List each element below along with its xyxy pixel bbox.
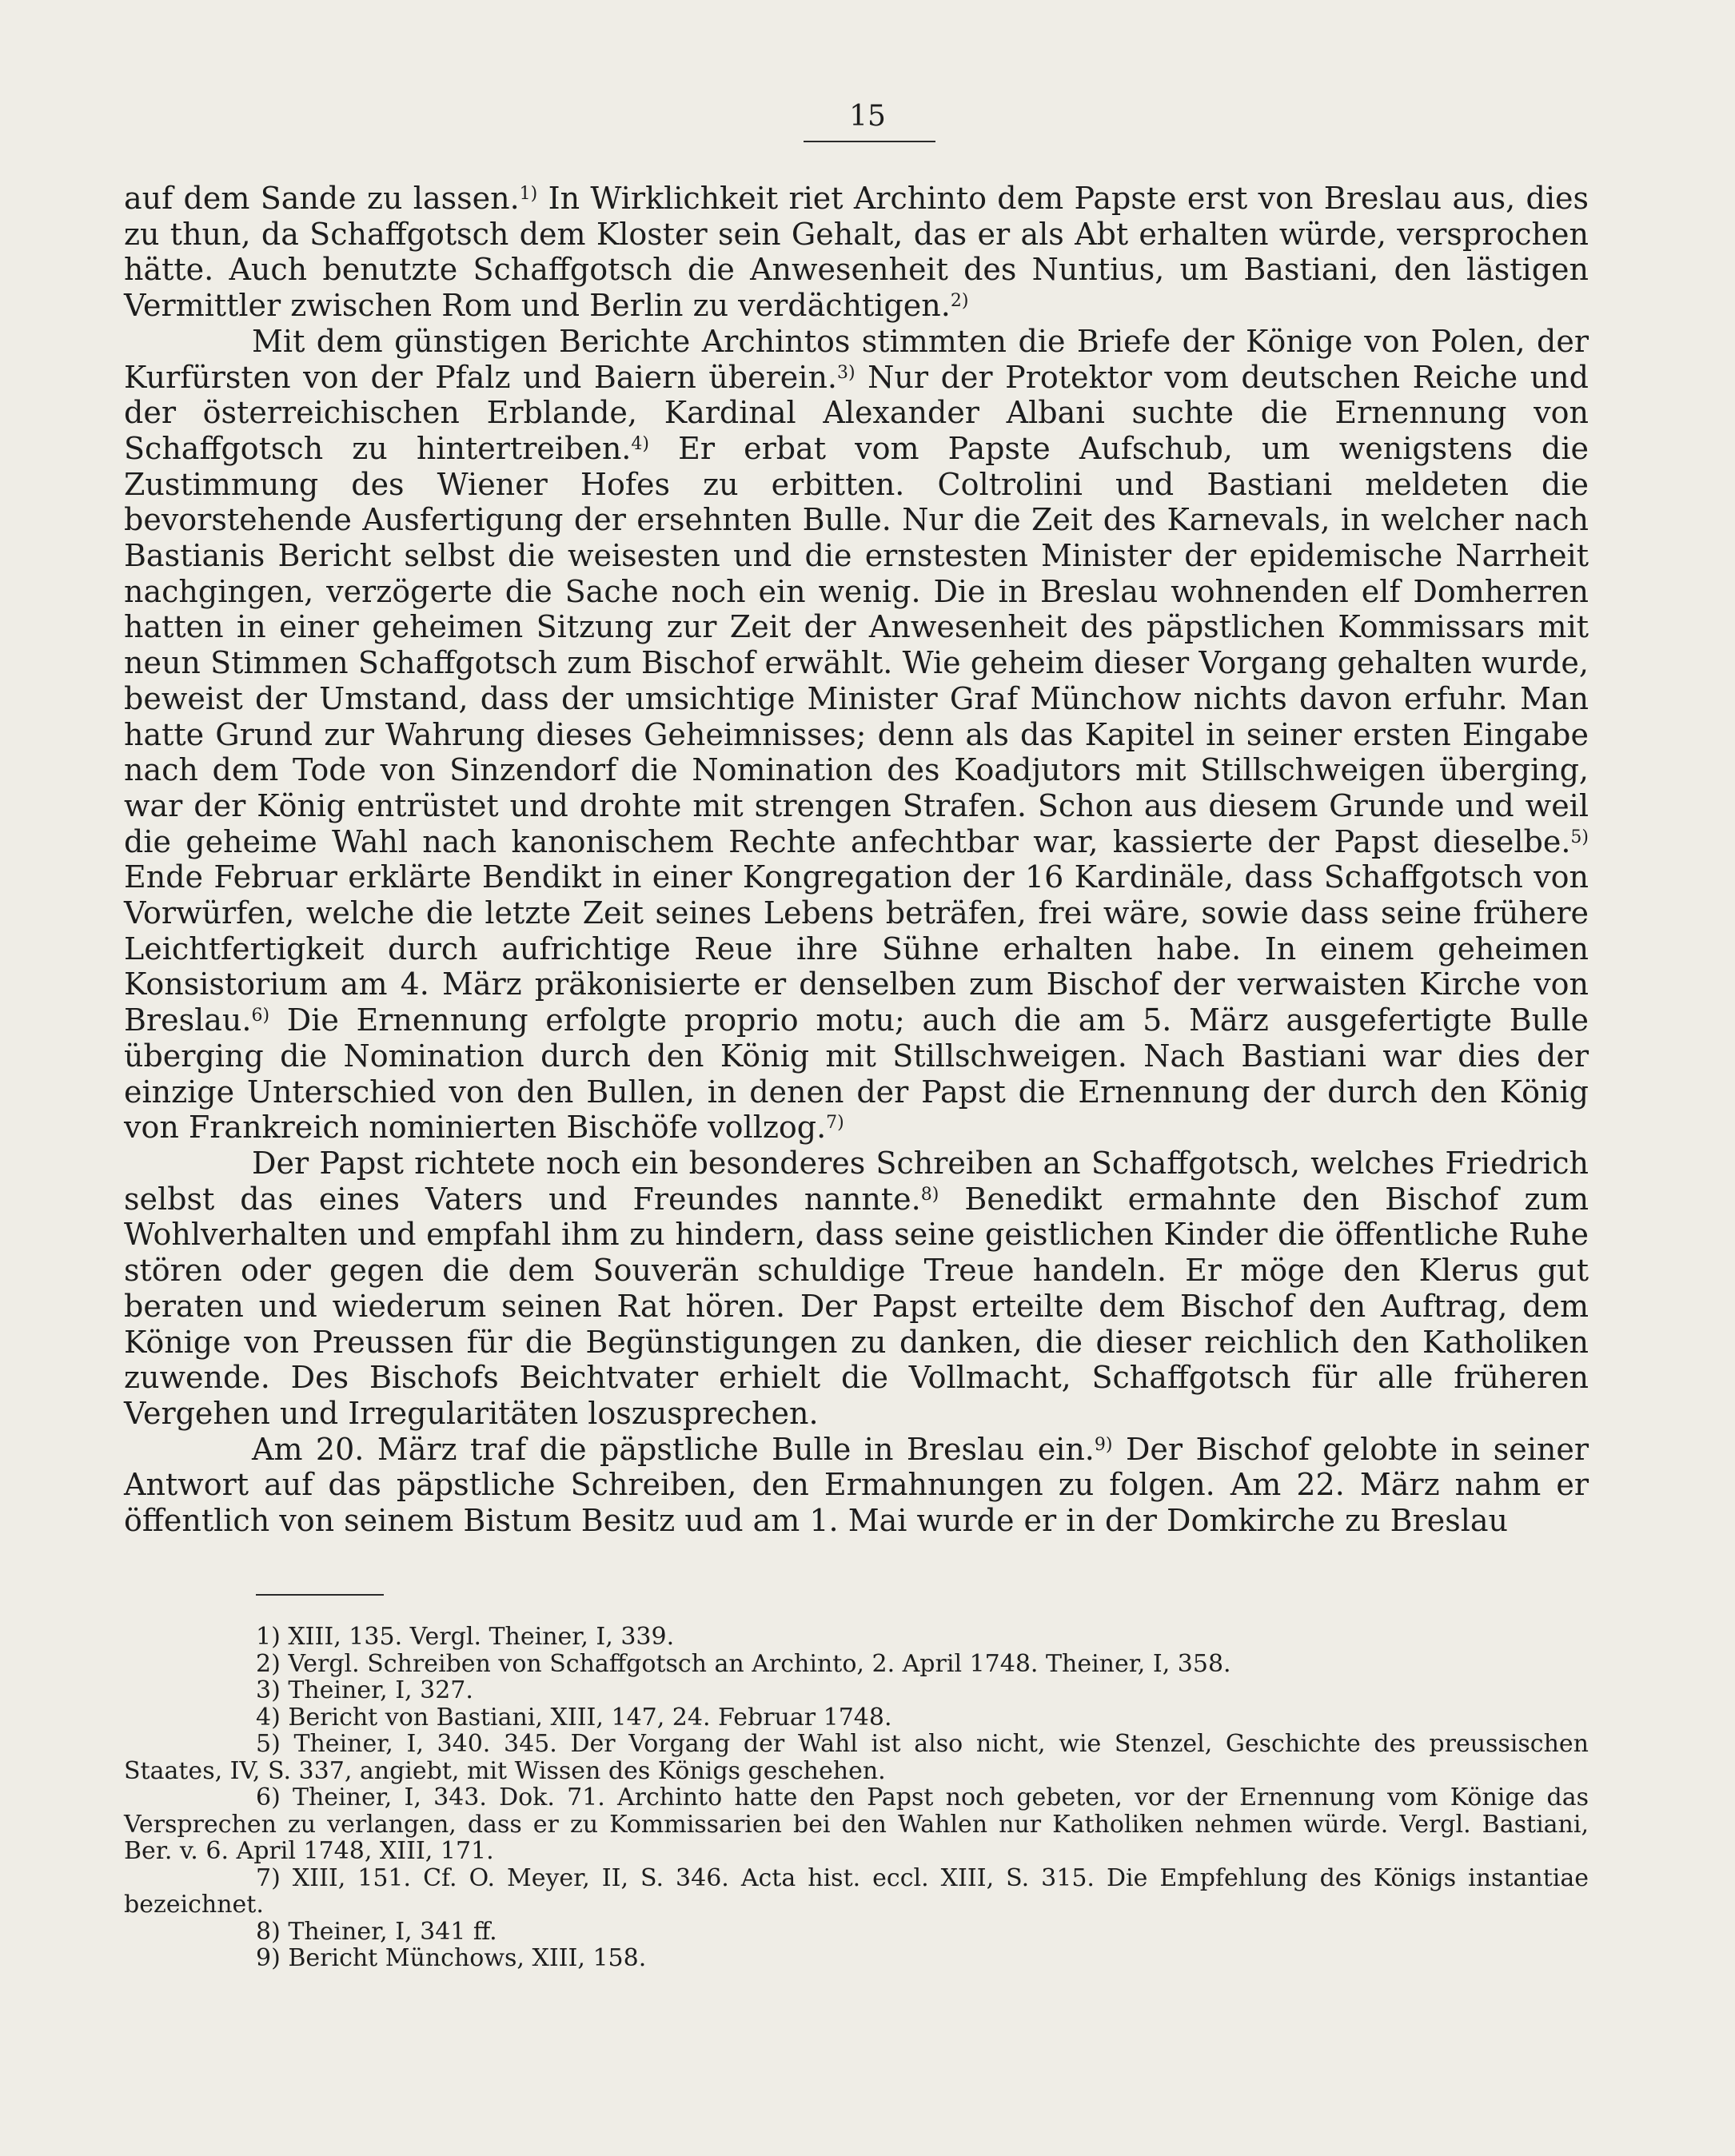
paragraph-text: Der Papst richtete noch ein besonderes Schreiben an Schaffgotsch, welches Friedrich selbst das eines Vaters und Freundes nannte. — [124, 1145, 1589, 1217]
paragraph — [124, 1146, 1589, 1432]
paragraph-text: Der Bischof gelobte in seiner Antwort auf das päpstliche Schreiben, den Ermahnungen zu folgen. Am 22. März nahm er öffentlich von seinem Bistum Besitz uud am 1. Mai wurde er in der Domkirche zu Breslau — [124, 1431, 1589, 1539]
footnote: 4) Bericht von Bastiani, XIII, 147, 24. Februar 1748. — [256, 1703, 892, 1732]
footnote: 2) Vergl. Schreiben von Schaffgotsch an Archinto, 2. April 1748. Theiner, I, 358. — [256, 1649, 1231, 1678]
page-number-rule — [804, 141, 935, 142]
footnote: 6) Theiner, I, 343. Dok. 71. Archinto hatte den Papst noch gebeten, vor der Ernennung vom Könige das Versprechen zu verlangen, dass er zu Kommissarien bei den Wahlen nur Katholiken nehmen würde. Vergl. Bastiani, Ber. v. 6. April 1748, XIII, 171. — [124, 1783, 1589, 1865]
paragraph-text: Am 20. März traf die päpstliche Bulle in Breslau ein. — [252, 1431, 1095, 1467]
paragraph — [124, 1432, 1589, 1539]
footnote: 7) XIII, 151. Cf. O. Meyer, II, S. 346. Acta hist. eccl. XIII, S. 315. Die Empfehlung des Königs instantiae bezeichnet. — [124, 1863, 1589, 1919]
footnote: 1) XIII, 135. Vergl. Theiner, I, 339. — [256, 1623, 675, 1651]
footnote-marker: 7) — [826, 1113, 844, 1134]
paragraph — [124, 181, 1589, 324]
footnote-marker: 1) — [519, 184, 538, 204]
paragraph-text: Mit dem günstigen Berichte Archintos stimmten die Briefe der Könige von Polen, der Kurfürsten von der Pfalz und Baiern überein. — [124, 323, 1589, 395]
footnote-marker: 2) — [950, 291, 969, 312]
footnotes — [124, 1624, 1589, 1972]
footnote-marker: 5) — [1570, 827, 1589, 847]
footnote-marker: 8) — [920, 1184, 939, 1205]
footnote: 9) Bericht Münchows, XIII, 158. — [256, 1944, 647, 1972]
paragraph-text: Er erbat vom Papste Aufschub, um wenigstens die Zustimmung des Wiener Hofes zu erbitten. Coltrolini und Bastiani meldeten die bevorstehende Ausfertigung der ersehnten Bulle. Nur die Zeit des Karnevals, in welcher nach Bastianis Bericht selbst die weisesten und die ernstesten Minister der epidemische Narrheit nachgingen, verzögerte die Sache noch ein wenig. Die in Breslau wohnenden elf Domherren hatten in einer geheimen Sitzung zur Zeit der Anwesenheit des päpstlichen Kommissars mit neun Stimmen Schaffgotsch zum Bischof erwählt. Wie geheim dieser Vorgang gehalten wurde, beweist der Umstand, dass der umsichtige Minister Graf Münchow nichts davon erfuhr. Man hatte Grund zur Wahrung dieses Geheimnisses; denn als das Kapitel in seiner ersten Eingabe nach dem Tode von Sinzendorf die Nomination des Koadjutors mit Stillschweigen überging, war der König entrüstet und drohte mit strengen Strafen. Schon aus diesem Grunde und weil die geheime Wahl nach kanonischem Rechte anfechtbar war, kassierte der Papst dieselbe. — [124, 430, 1589, 859]
page-number: 15 — [849, 100, 886, 133]
paragraph-text: In Wirklichkeit riet Archinto dem Papste erst von Breslau aus, dies zu thun, da Schaffgotsch dem Kloster sein Gehalt, das er als Abt erhalten würde, versprochen hätte. Auch benutzte Schaffgotsch die Anwesenheit des Nuntius, um Bastiani, den lästigen Vermittler zwischen Rom und Berlin zu verdächtigen. — [124, 181, 1589, 324]
footnote-marker: 9) — [1094, 1434, 1113, 1455]
footnote-marker: 6) — [251, 1006, 270, 1026]
body-text — [124, 181, 1589, 1539]
footnote-separator — [256, 1594, 384, 1596]
paragraph — [124, 324, 1589, 1146]
paragraph-text: auf dem Sande zu lassen. — [124, 181, 520, 216]
paragraph-text: Ende Februar erklärte Bendikt in einer Kongregation der 16 Kardinäle, dass Schaffgotsch von Vorwürfen, welche die letzte Zeit seines Lebens beträfen, frei wäre, sowie dass seine frühere Leichtfertigkeit durch aufrichtige Reue ihre Sühne erhalten habe. In einem geheimen Konsistorium am 4. März präkonisierte er denselben zum Bischof der verwaisten Kirche von Breslau. — [124, 859, 1589, 1038]
footnote: 8) Theiner, I, 341 ff. — [256, 1917, 497, 1946]
paragraph-text: Nur der Protektor vom deutschen Reiche und der österreichischen Erblande, Kardinal Alexander Albani suchte die Ernennung von Schaffgotsch zu hintertreiben. — [124, 359, 1589, 466]
footnote: 3) Theiner, I, 327. — [256, 1676, 473, 1704]
footnote-marker: 4) — [631, 433, 649, 454]
footnote: 5) Theiner, I, 340. 345. Der Vorgang der Wahl ist also nicht, wie Stenzel, Geschichte des preussischen Staates, IV, S. 337, angiebt, mit Wissen des Königs geschehen. — [124, 1730, 1589, 1785]
footnote-marker: 3) — [837, 362, 856, 383]
paragraph-text: Die Ernennung erfolgte proprio motu; auch die am 5. März ausgefertigte Bulle überging die Nomination durch den König mit Stillschweigen. Nach Bastiani war dies der einzige Unterschied von den Bullen, in denen der Papst die Ernennung der durch den König von Frankreich nominierten Bischöfe vollzog. — [124, 1002, 1589, 1146]
paragraph-text: Benedikt ermahnte den Bischof zum Wohlverhalten und empfahl ihm zu hindern, dass seine geistlichen Kinder die öffentliche Ruhe stören oder gegen die dem Souverän schuldige Treue handeln. Er möge den Klerus gut beraten und wiederum seinen Rat hören. Der Papst erteilte dem Bischof den Auftrag, dem Könige von Preussen für die Begünstigungen zu danken, die dieser reichlich den Katholiken zuwende. Des Bischofs Beichtvater erhielt die Vollmacht, Schaffgotsch für alle früheren Vergehen und Irregularitäten loszusprechen. — [124, 1181, 1589, 1431]
